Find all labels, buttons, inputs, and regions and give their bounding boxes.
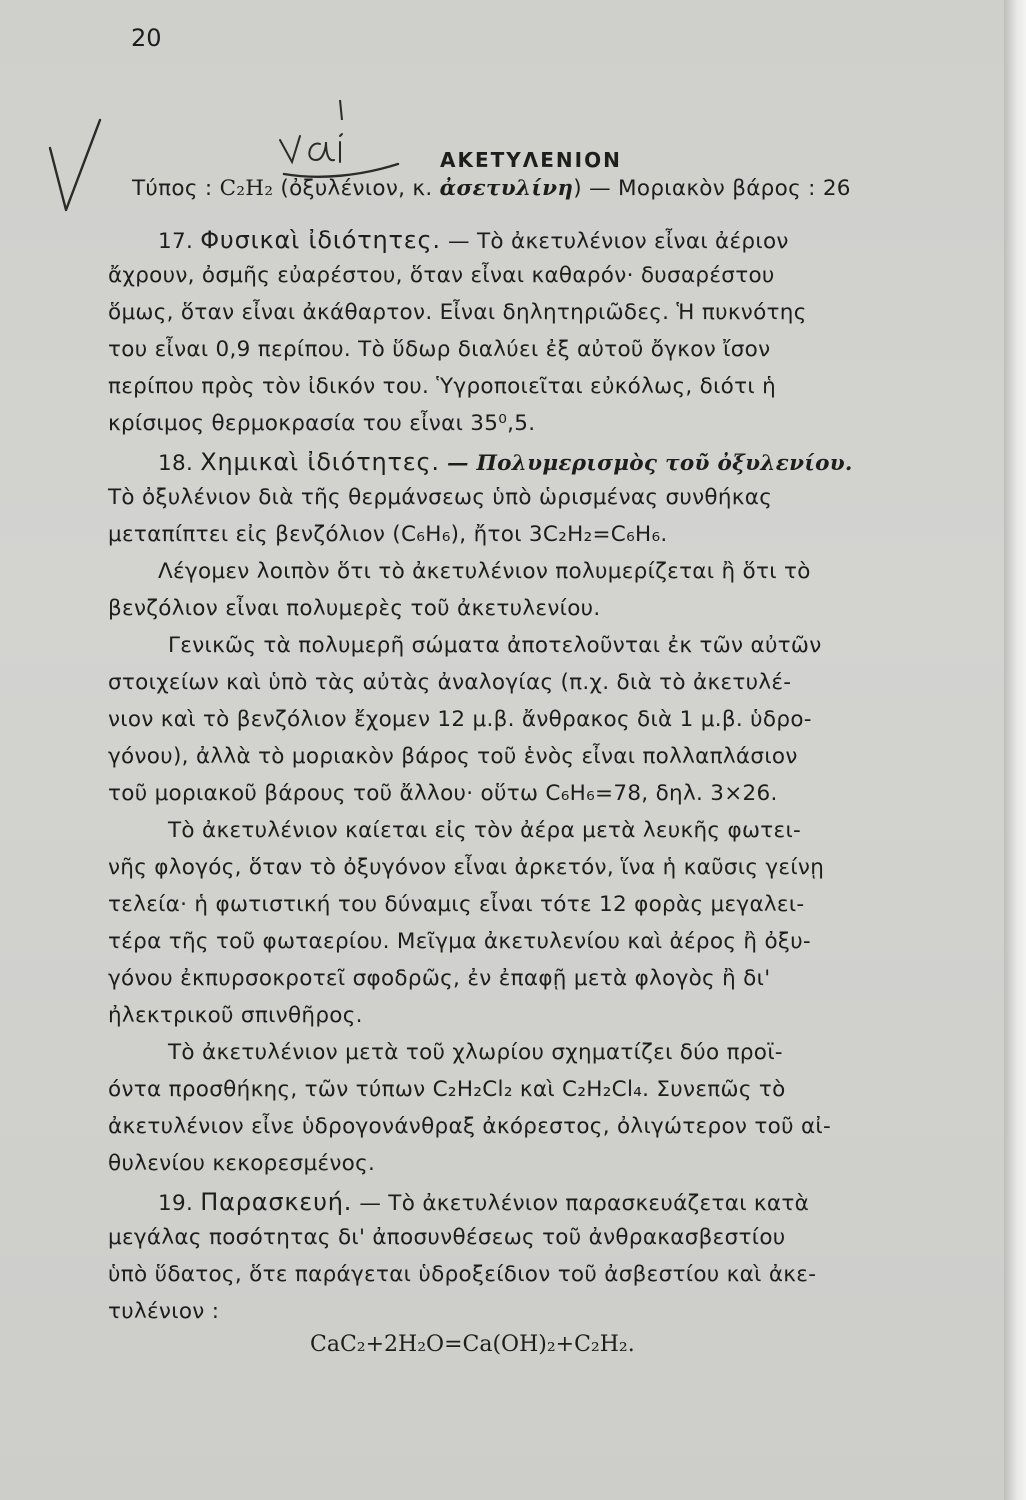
text-line: νιον καὶ τὸ βενζόλιον ἔχομεν 12 μ.β. ἄνθρακος διὰ 1 μ.β. ὑδρο-: [108, 707, 812, 732]
text-line: μεταπίπτει εἰς βενζόλιον (C₆H₆), ἤτοι 3C₂H₂=C₆H₆.: [108, 522, 668, 547]
text-line: κρίσιμος θερμοκρασία του εἶναι 35⁰,5.: [108, 411, 536, 436]
text-line: ὅμως, ὅταν εἶναι ἀκάθαρτον. Εἶναι δηλητηριῶδες. Ἡ πυκνότης: [108, 300, 807, 325]
text-line: Τὸ ὀξυλένιον διὰ τῆς θερμάνσεως ὑπὸ ὡρισμένας συνθήκας: [108, 485, 773, 510]
section-18-heading: Χημικαὶ ἰδιότητες.: [200, 448, 440, 476]
section-18-first-line: 18. Χημικαὶ ἰδιότητες. — Πολυμερισμὸς τοῦ ὀξυλενίου.: [158, 448, 853, 476]
text-line: Τὸ ἀκετυλένιον μετὰ τοῦ χλωρίου σχηματίζει δύο προϊ-: [168, 1040, 783, 1065]
text-line: Λέγομεν λοιπὸν ὅτι τὸ ἀκετυλένιον πολυμερίζεται ἢ ὅτι τὸ: [158, 559, 811, 584]
text-line: βενζόλιον εἶναι πολυμερὲς τοῦ ἀκετυλενίου.: [108, 596, 601, 621]
text-line: τελεία· ἡ φωτιστική του δύναμις εἶναι τότε 12 φορὰς μεγαλει-: [108, 892, 805, 917]
text-line: θυλενίου κεκορεσμένος.: [108, 1151, 376, 1176]
text-line: στοιχείων καὶ ὑπὸ τὰς αὐτὰς ἀναλογίας (π.χ. διὰ τὸ ἀκετυλέ-: [108, 670, 792, 695]
text-line: ἠλεκτρικοῦ σπινθῆρος.: [108, 1003, 363, 1028]
text-line: του εἶναι 0,9 περίπου. Τὸ ὕδωρ διαλύει ἐξ αὐτοῦ ὄγκον ἴσον: [108, 337, 771, 362]
section-19-first-line: 19. Παρασκευή. — Τὸ ἀκετυλένιον παρασκευάζεται κατὰ: [158, 1188, 810, 1216]
text-line: ἀκετυλένιον εἶνε ὑδρογονάνθραξ ἀκόρεστος, ὀλιγώτερον τοῦ αἰ-: [108, 1114, 832, 1139]
text-line: νῆς φλογός, ὅταν τὸ ὀξυγόνον εἶναι ἀρκετόν, ἵνα ἡ καῦσις γείνῃ: [108, 855, 825, 880]
text-line: Τὸ ἀκετυλένιον καίεται εἰς τὸν ἀέρα μετὰ λευκῆς φωτει-: [168, 818, 802, 843]
text-line: τυλένιον :: [108, 1299, 220, 1324]
text-line: γόνου ἐκπυρσοκροτεῖ σφοδρῶς, ἐν ἐπαφῇ μετὰ φλογὸς ἢ δι': [108, 966, 771, 991]
text-line: τοῦ μοριακοῦ βάρους τοῦ ἄλλου· οὕτω C₆H₆=78, δηλ. 3×26.: [108, 781, 778, 806]
text-line: περίπου πρὸς τὸν ἰδικόν του. Ὑγροποιεῖται εὐκόλως, διότι ἡ: [108, 374, 777, 399]
text-line: μεγάλας ποσότητας δι' ἀποσυνθέσεως τοῦ ἀνθρακασβεστίου: [108, 1225, 786, 1250]
section-19-heading: Παρασκευή.: [200, 1188, 353, 1216]
checkmark-icon: [46, 118, 106, 218]
text-line: γόνου), ἀλλὰ τὸ μοριακὸν βάρος τοῦ ἑνὸς εἶναι πολλαπλάσιον: [108, 744, 798, 769]
section-17-heading: Φυσικαὶ ἰδιότητες.: [200, 226, 441, 254]
text-line: ἄχρουν, ὀσμῆς εὐαρέστου, ὅταν εἶναι καθαρόν· δυσαρέστου: [108, 263, 775, 288]
page-edge: [1004, 0, 1026, 1500]
text-line: όντα προσθήκης, τῶν τύπων C₂H₂Cl₂ καὶ C₂H₂Cl₄. Συνεπῶς τὸ: [108, 1077, 786, 1102]
section-17-first-line: 17. Φυσικαὶ ἰδιότητες. — Τὸ ἀκετυλένιον εἶναι ἀέριον: [158, 226, 789, 254]
text-line: τέρα τῆς τοῦ φωταερίου. Μεῖγμα ἀκετυλενίου καὶ ἀέρος ἢ ὀξυ-: [108, 929, 811, 954]
page-number: 20: [131, 24, 162, 52]
type-line: Τύπος : C₂H₂ (ὀξυλένιον, κ. ἀσετυλίνη) — Μοριακὸν βάρος : 26: [132, 176, 851, 201]
page-title: ΑΚΕΤΥΛΕΝΙΟΝ: [440, 148, 622, 172]
text-line: ὑπὸ ὕδατος, ὅτε παράγεται ὑδροξείδιον τοῦ ἀσβεστίου καὶ ἀκε-: [108, 1262, 817, 1287]
chemical-equation: CaC₂+2H₂O=Ca(OH)₂+C₂H₂.: [310, 1332, 635, 1357]
text-line: Γενικῶς τὰ πολυμερῆ σώματα ἀποτελοῦνται ἐκ τῶν αὐτῶν: [168, 633, 822, 658]
